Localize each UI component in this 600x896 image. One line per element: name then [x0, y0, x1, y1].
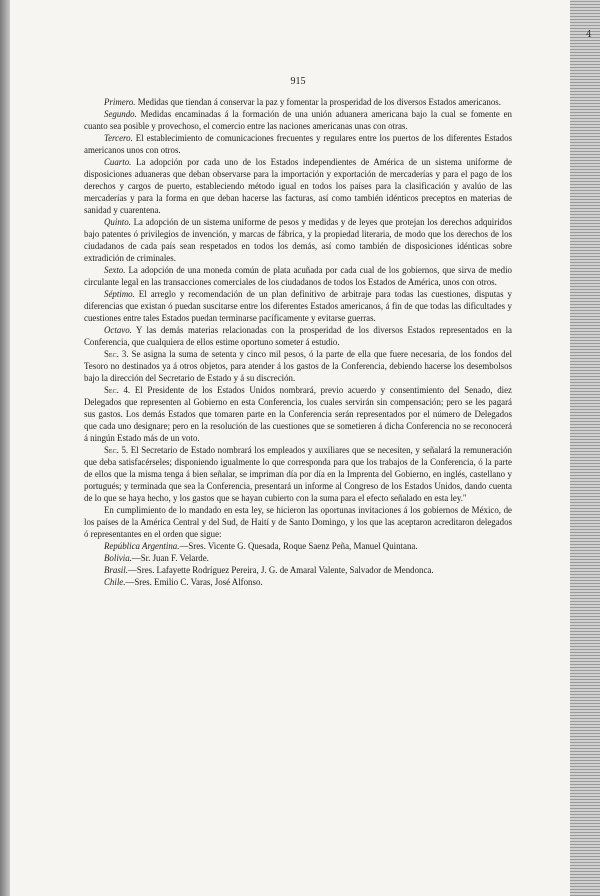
paragraph-lead: Primero.: [104, 97, 136, 107]
paragraph-body: El arreglo y recomendación de un plan definitivo de arbitraje para todas las cuestiones, disputas y diferencias que existan ó puedan suscitarse entre los diferentes Estados americanos, á fin de que todas las dificultades y cuestiones entre tales Estados puedan terminarse pacíficamente y evitarse guerras.: [84, 289, 512, 323]
page-left-edge: [0, 0, 10, 896]
delegation-names: —Sres. Emilio C. Varas, José Alfonso.: [125, 577, 263, 587]
paragraph-body: El establecimiento de comunicaciones frecuentes y regulares entre los puertos de los diferentes Estados americanos unos con otros.: [84, 133, 512, 155]
paragraph-sec-4: [84, 384, 512, 444]
delegation-brasil: [84, 564, 512, 576]
page-right-edge: [570, 0, 600, 896]
paragraph-lead: Tercero.: [104, 133, 133, 143]
paragraph-body: El Secretario de Estado nombrará los empleados y auxiliares que se necesiten, y señalará la remuneración que deba satisfacérseles; disponiendo igualmente lo que corresponda para que los trabajos de la Conferencia, ó la parte de ellos que la misma tenga á bien señalar, se impriman día por día en la Imprenta del Gobierno, en inglés, castellano y portugués; y terminada que sea la Conferencia, presentará un informe al Congreso de los Estados Unidos, dando cuenta de lo que se haya hecho, y los gastos que se hayan cubierto con la suma para el efecto señalado en esta ley.": [84, 445, 512, 503]
paragraph-body: La adopción de un sistema uniforme de pesos y medidas y de leyes que protejan los derechos adquiridos bajo patentes ó privilegios de invención, y marcas de fábrica, y la propiedad literaria, de modo que los derechos de los ciudadanos de cada país sean respetados en todos los demás, así como también de disposiciones idénticas sobre extradición de criminales.: [84, 217, 512, 263]
paragraph-sec-3: [84, 348, 512, 384]
delegation-chile: [84, 576, 512, 588]
page-text: [84, 76, 512, 588]
paragraph-body: Medidas encaminadas á la formación de una unión aduanera americana bajo la cual se fomente en cuanto sea posible y provechoso, el comercio entre las naciones americanas unas con otras.: [84, 109, 512, 131]
delegation-country: Chile.: [104, 577, 126, 587]
paragraph-body: La adopción por cada uno de los Estados independientes de América de un sistema uniforme de disposiciones aduaneras que deban observarse para la importación y exportación de mercaderías y para el pago de los derechos y cargos de puerto, estableciendo método igual en todos los países para la clasificación y avalúo de las mercaderías y para la forma en que deban hacerse las facturas, así como también idénticos preceptos en materias de sanidad y cuarentena.: [84, 157, 512, 215]
delegation-country: Brasil.: [104, 565, 128, 575]
delegation-country: República Argentina.: [104, 541, 180, 551]
page-number: 915: [290, 76, 306, 87]
paragraph-body: Se asigna la suma de setenta y cinco mil pesos, ó la parte de ella que fuere necesaria, de los fondos del Tesoro no destinados ya á otros objetos, para atender á los gastos de la Conferencia, debiendo hacerse los desembolsos bajo la dirección del Secretario de Estado y á su discreción.: [84, 349, 513, 383]
paragraph-sexto: [84, 264, 512, 288]
paragraph-segundo: [84, 108, 512, 132]
paragraph-body: En cumplimiento de lo mandado en esta ley, se hicieron las oportunas invitaciones á los gobiernos de México, de los países de la América Central y del Sud, de Haití y de Santo Domingo, y los que las aceptaron acreditaron delegados ó representantes en el orden que sigue:: [84, 505, 512, 539]
paragraph-lead: Séptimo.: [104, 289, 135, 299]
delegation-bolivia: [84, 552, 512, 564]
paragraph-cuarto: [84, 156, 512, 216]
paragraph-octavo: [84, 324, 512, 348]
paragraph-primero: [84, 96, 512, 108]
paragraph-lead: Sexto.: [104, 265, 126, 275]
paragraph-body: Y las demás materias relacionadas con la prosperidad de los diversos Estados representados en la Conferencia, que cualquiera de ellos estime oportuno someter á estudio.: [84, 325, 512, 347]
delegation-names: —Sres. Lafayette Rodríguez Pereira, J. G. de Amaral Valente, Salvador de Mendonca.: [127, 565, 434, 575]
section-lead: Sec. 3.: [104, 349, 129, 359]
paragraph-body: Medidas que tiendan á conservar la paz y fomentar la prosperidad de los diversos Estados americanos.: [135, 97, 501, 107]
delegation-argentina: [84, 540, 512, 552]
section-lead: Sec. 4.: [104, 385, 131, 395]
delegation-country: Bolivia.: [104, 553, 132, 563]
margin-mark: 4: [586, 30, 592, 40]
paragraph-lead: Cuarto.: [104, 157, 132, 167]
paragraph-sec-5: [84, 444, 512, 504]
paragraph-septimo: [84, 288, 512, 324]
paragraph-tercero: [84, 132, 512, 156]
paragraph-lead: Quinto.: [104, 217, 131, 227]
paragraph-quinto: [84, 216, 512, 264]
paragraph-body: El Presidente de los Estados Unidos nombrará, previo acuerdo y consentimiento del Senado, diez Delegados que representen al Gobierno en esta Conferencia, los cuales servirán sin compensación; pero se les pagará sus gastos. Los demás Estados que tomaren parte en la Conferencia serán representados por el número de Delegados que cada uno designare; pero en la resolución de las cuestiones que se sometieren á dicha Conferencia no se reconocerá á ningún Estado más de un voto.: [84, 385, 512, 443]
paragraph-lead: Segundo.: [104, 109, 137, 119]
paragraph-lead: Octavo.: [104, 325, 132, 335]
section-lead: Sec. 5.: [104, 445, 129, 455]
paragraph-cumplimiento: [84, 504, 512, 540]
paragraph-body: La adopción de una moneda común de plata acuñada por cada cual de los gobiernos, que sirva de medio circulante legal en las transacciones comerciales de los ciudadanos de todos los Estados de América, unos con otros.: [84, 265, 512, 287]
delegation-names: —Sres. Vicente G. Quesada, Roque Saenz Peña, Manuel Quintana.: [179, 541, 418, 551]
delegation-names: —Sr. Juan F. Velarde.: [131, 553, 209, 563]
